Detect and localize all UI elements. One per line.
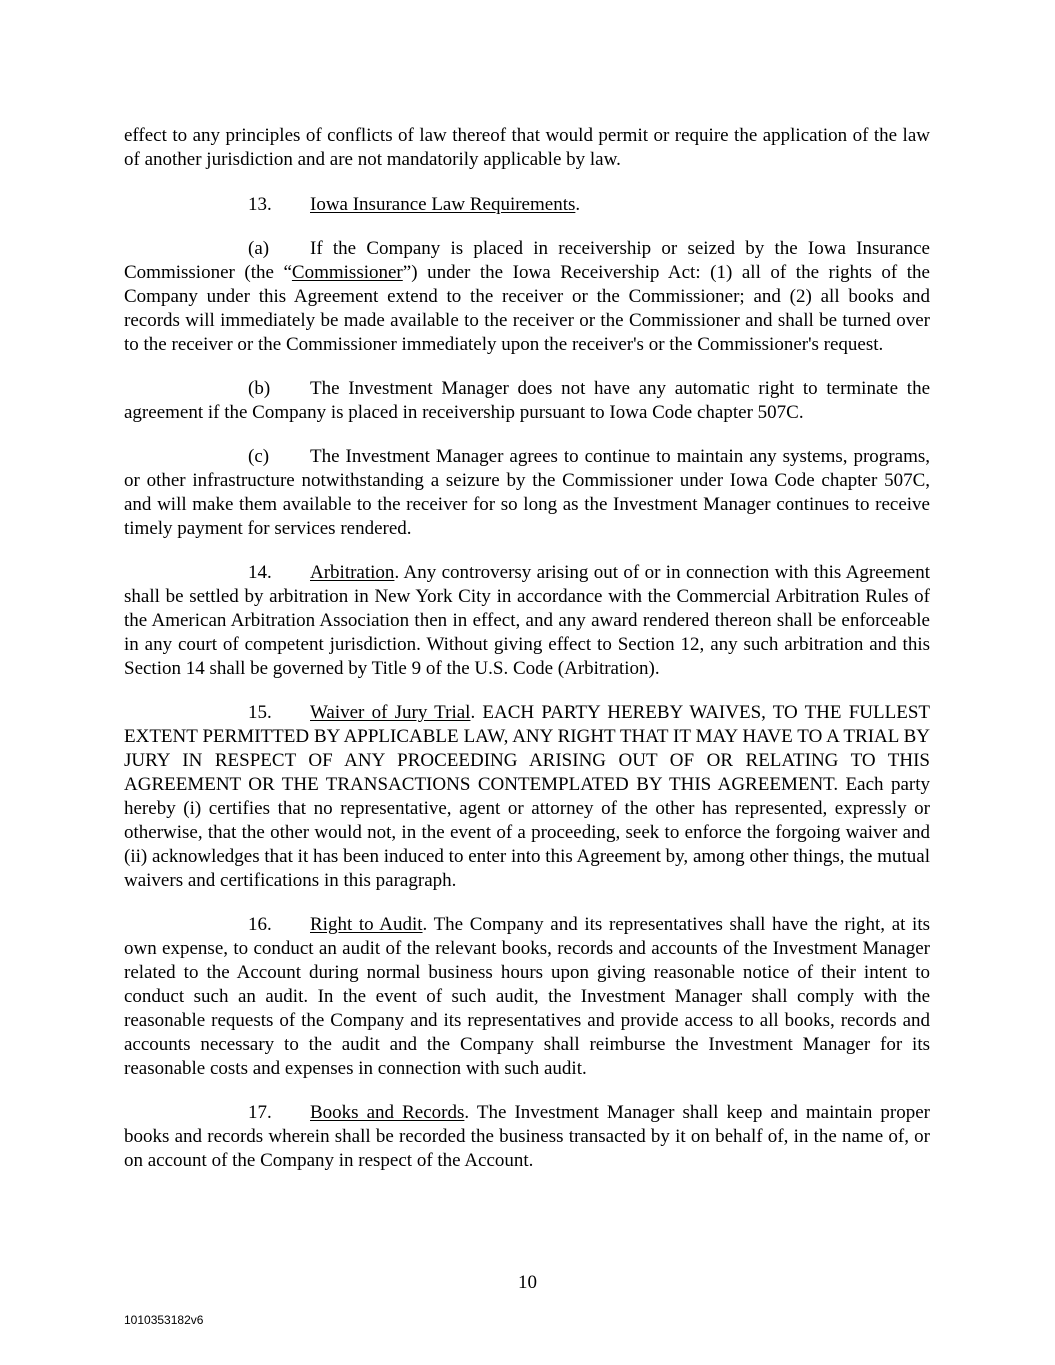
section-13-title: Iowa Insurance Law Requirements — [310, 194, 576, 215]
section-13c-label: (c) — [248, 446, 270, 467]
section-13c-paragraph — [124, 445, 930, 541]
section-13a-text-2: ”) under the Iowa Receivership Act: (1) all of the rights of the Company under this Agreement extend to the receiver or the Commissioner; and (2) all books and records will immediately be made available to the receiver or the Commissioner and shall be turned over to the receiver or the Commissioner immediately upon the receiver's or the Commissioner's request. — [124, 262, 930, 355]
section-14-text: . Any controversy arising out of or in connection with this Agreement shall be settled by arbitration in New York City in accordance with the Commercial Arbitration Rules of the American Arbitration Association then in effect, and any award rendered thereon shall be enforceable in any court of competent jurisdiction. Without giving effect to Section 12, any such arbitration and this Section 14 shall be governed by Title 9 of the U.S. Code (Arbitration). — [124, 562, 930, 679]
section-14-paragraph — [124, 561, 930, 681]
defined-term-commissioner: Commissioner — [291, 262, 403, 283]
section-13a-text-1: If the Company is placed in receivership or seized by the Iowa Insurance Commissioner (the “ — [124, 238, 930, 283]
document-id: 1010353182v6 — [124, 1313, 204, 1327]
section-13b-text: The Investment Manager does not have any automatic right to terminate the agreement if the Company is placed in receivership pursuant to Iowa Code chapter 507C. — [124, 378, 930, 423]
section-13a-label: (a) — [248, 238, 270, 259]
section-15-text: . EACH PARTY HEREBY WAIVES, TO THE FULLEST EXTENT PERMITTED BY APPLICABLE LAW, ANY RIGHT THAT IT MAY HAVE TO A TRIAL BY JURY IN RESPECT OF ANY PROCEEDING ARISING OUT OF OR RELATING TO THIS AGREEMENT OR THE TRANSACTIONS CONTEMPLATED BY THIS AGREEMENT. Each party hereby (i) certifies that no representative, agent or attorney of the other has represented, expressly or otherwise, that the other would not, in the event of a proceeding, seek to enforce the forgoing waiver and (ii) acknowledges that it has been induced to enter into this Agreement by, among other things, the mutual waivers and certifications in this paragraph. — [124, 702, 930, 891]
section-15-paragraph — [124, 701, 930, 893]
section-13b-paragraph — [124, 377, 930, 425]
section-15-title: Waiver of Jury Trial — [310, 702, 471, 723]
section-17-paragraph — [124, 1101, 930, 1173]
section-13-number: 13. — [248, 194, 272, 215]
section-16-text: . The Company and its representatives shall have the right, at its own expense, to conduct an audit of the relevant books, records and accounts of the Investment Manager related to the Account during normal business hours upon giving reasonable notice of their intent to conduct such an audit. In the event of such audit, the Investment Manager shall comply with the reasonable requests of the Company and its representatives and provide access to all books, records and accounts necessary to the audit and the Company shall reimburse the Investment Manager for its reasonable costs and expenses in connection with such audit. — [124, 914, 930, 1079]
section-16-title: Right to Audit — [310, 914, 423, 935]
section-14-title: Arbitration — [310, 562, 395, 583]
section-13c-text: The Investment Manager agrees to continue to maintain any systems, programs, or other infrastructure notwithstanding a seizure by the Commissioner under Iowa Code chapter 507C, and will make them available to the receiver for so long as the Investment Manager continues to receive timely payment for services rendered. — [124, 446, 930, 539]
section-15-number: 15. — [248, 702, 272, 723]
continuation-paragraph: effect to any principles of conflicts of law thereof that would permit or require the application of the law of another jurisdiction and are not mandatorily applicable by law. — [124, 125, 930, 170]
section-17-number: 17. — [248, 1102, 272, 1123]
section-13b-label: (b) — [248, 378, 271, 399]
section-17-title: Books and Records — [310, 1102, 465, 1123]
section-13a-paragraph — [124, 237, 930, 357]
section-14-number: 14. — [248, 562, 272, 583]
section-16-number: 16. — [248, 914, 272, 935]
page-number: 10 — [518, 1272, 537, 1293]
document-page — [124, 124, 930, 1193]
section-16-paragraph — [124, 913, 930, 1081]
section-13-heading: 13. Iowa Insurance Law Requirements. — [248, 194, 581, 215]
section-17-text: . The Investment Manager shall keep and maintain proper books and records wherein shall be recorded the business transacted by it on behalf of, in the name of, or on account of the Company in respect of the Account. — [124, 1102, 930, 1171]
